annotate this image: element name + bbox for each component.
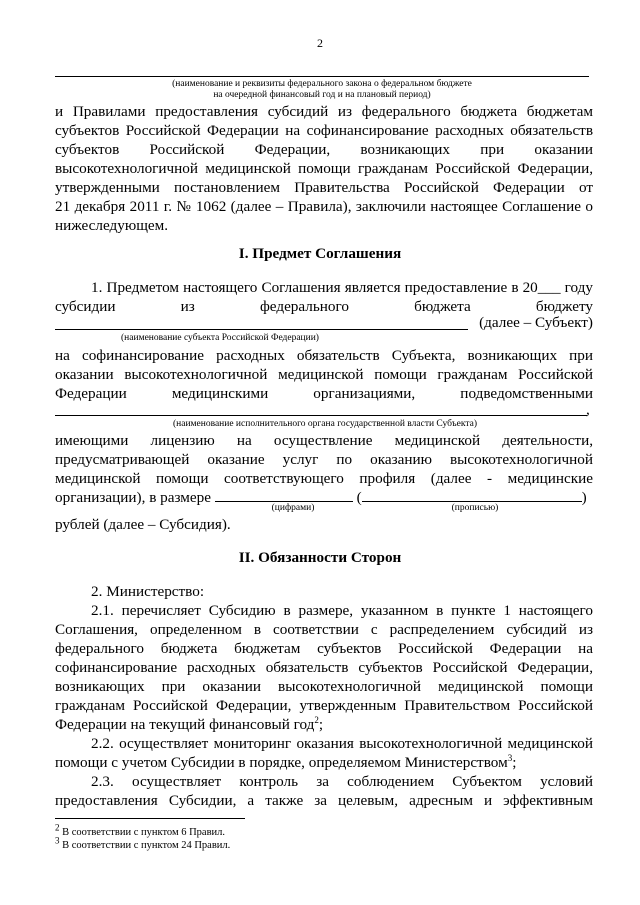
paragraph-line: 2.3. осуществляет контроль за соблюдением Субъектом условий [91,773,593,790]
intro-line: утвержденными постановлением Правительства Российской Федерации от [55,179,593,196]
line-end: ; [512,754,517,771]
paragraph-line [55,753,593,772]
paragraph-line: рублей (далее – Субсидия). [55,516,231,533]
footnote-separator [55,818,245,819]
paragraph-line: имеющими лицензию на осуществление медицинской деятельности, [55,432,593,449]
paragraph-line: возникающих при оказании высокотехнологичной медицинской помощи [55,678,593,695]
footnote-text: В соответствии с пунктом 24 Правил. [59,840,231,851]
words-caption: (прописью) [451,503,499,513]
footnote-ref[interactable]: 3 [507,752,513,763]
intro-line: 21 декабря 2011 г. № 1062 (далее – Правила), заключили настоящее Соглашение о [55,198,593,215]
intro-line: и Правилами предоставления субсидий из федерального бюджета бюджетам [55,103,593,120]
line-text: Федерации на текущий финансовый год [55,716,315,733]
amount-prefix: организации), в размере [55,489,211,506]
paragraph-line: 2. Министерство: [91,583,205,600]
page-number: 2 [317,36,323,50]
organ-blank-line [55,415,587,416]
paragraph-line: оказании высокотехнологичной медицинской помощи гражданам Российской [55,366,593,383]
law-caption-1: (наименование и реквизиты федерального закона о федеральном бюджете [172,79,472,89]
footnote-text: В соответствии с пунктом 6 Правил. [59,827,226,838]
intro-line: субъектов Российской Федерации, возникающих при оказании [55,141,593,158]
paragraph-line: федерального бюджета бюджетам субъектов Российской Федерации на [55,640,593,657]
section-heading: I. Предмет Соглашения [238,245,402,262]
law-blank-line [55,76,589,77]
intro-line: высокотехнологичной медицинской помощи гражданам Российской Федерации, [55,160,593,177]
paragraph-line: медицинской помощи соответствующего профиля (далее - медицинские [55,470,593,487]
line-end: ; [318,716,324,733]
amount-close-paren: ) [581,489,587,506]
footnote [55,822,226,839]
footnote-mark: 2 [55,822,60,833]
digits-caption: (цифрами) [271,503,315,513]
paragraph-line [55,715,593,734]
intro-line: субъектов Российской Федерации на софинансирование расходных обязательств [55,122,593,139]
paragraph-line: софинансирование расходных обязательств субъектов Российской Федерации, [55,659,593,676]
paragraph-line: субсидии из федерального бюджета бюджету [55,298,593,315]
paragraph-line: Соглашения, определенном в соответствии с распределением субсидий из [55,621,593,638]
law-caption-2: на очередной финансовый год и на плановый период) [213,90,431,100]
line-text: помощи с учетом Субсидии в порядке, определяемом Министерством [55,754,508,771]
paragraph-line: 1. Предметом настоящего Соглашения является предоставление в 20___ году [91,279,593,296]
paragraph-line: 2.2. осуществляет мониторинг оказания высокотехнологичной медицинской [91,735,593,752]
paragraph-line: на софинансирование расходных обязательств Субъекта, возникающих при [55,347,593,364]
footnote-mark: 3 [55,835,60,846]
subject-suffix: (далее – Субъект) [479,314,593,331]
paragraph-line: гражданам Российской Федерации, утвержденным Правительством Российской [55,697,593,714]
footnote [55,835,231,852]
amount-digits-blank [215,489,353,502]
footnote-ref[interactable]: 2 [314,714,319,725]
amount-words-blank [362,489,582,502]
paragraph-line: Федерации медицинскими организациями, подведомственными [55,385,593,402]
organ-suffix: , [586,401,590,418]
organ-caption: (наименование исполнительного органа государственной власти Субъекта) [172,419,478,429]
subject-caption: (наименование субъекта Российской Федерации) [121,333,319,343]
subject-blank-line [55,329,468,330]
paragraph-line: предусматривающей оказание услуг по оказанию высокотехнологичной [55,451,593,468]
paragraph-line: предоставления Субсидии, а также за целевым, адресным и эффективным [55,792,593,809]
amount-open-paren: ( [356,489,362,506]
intro-line: нижеследующем. [55,217,169,234]
section-heading: II. Обязанности Сторон [238,549,402,566]
paragraph-line: 2.1. перечисляет Субсидию в размере, указанном в пункте 1 настоящего [91,602,593,619]
